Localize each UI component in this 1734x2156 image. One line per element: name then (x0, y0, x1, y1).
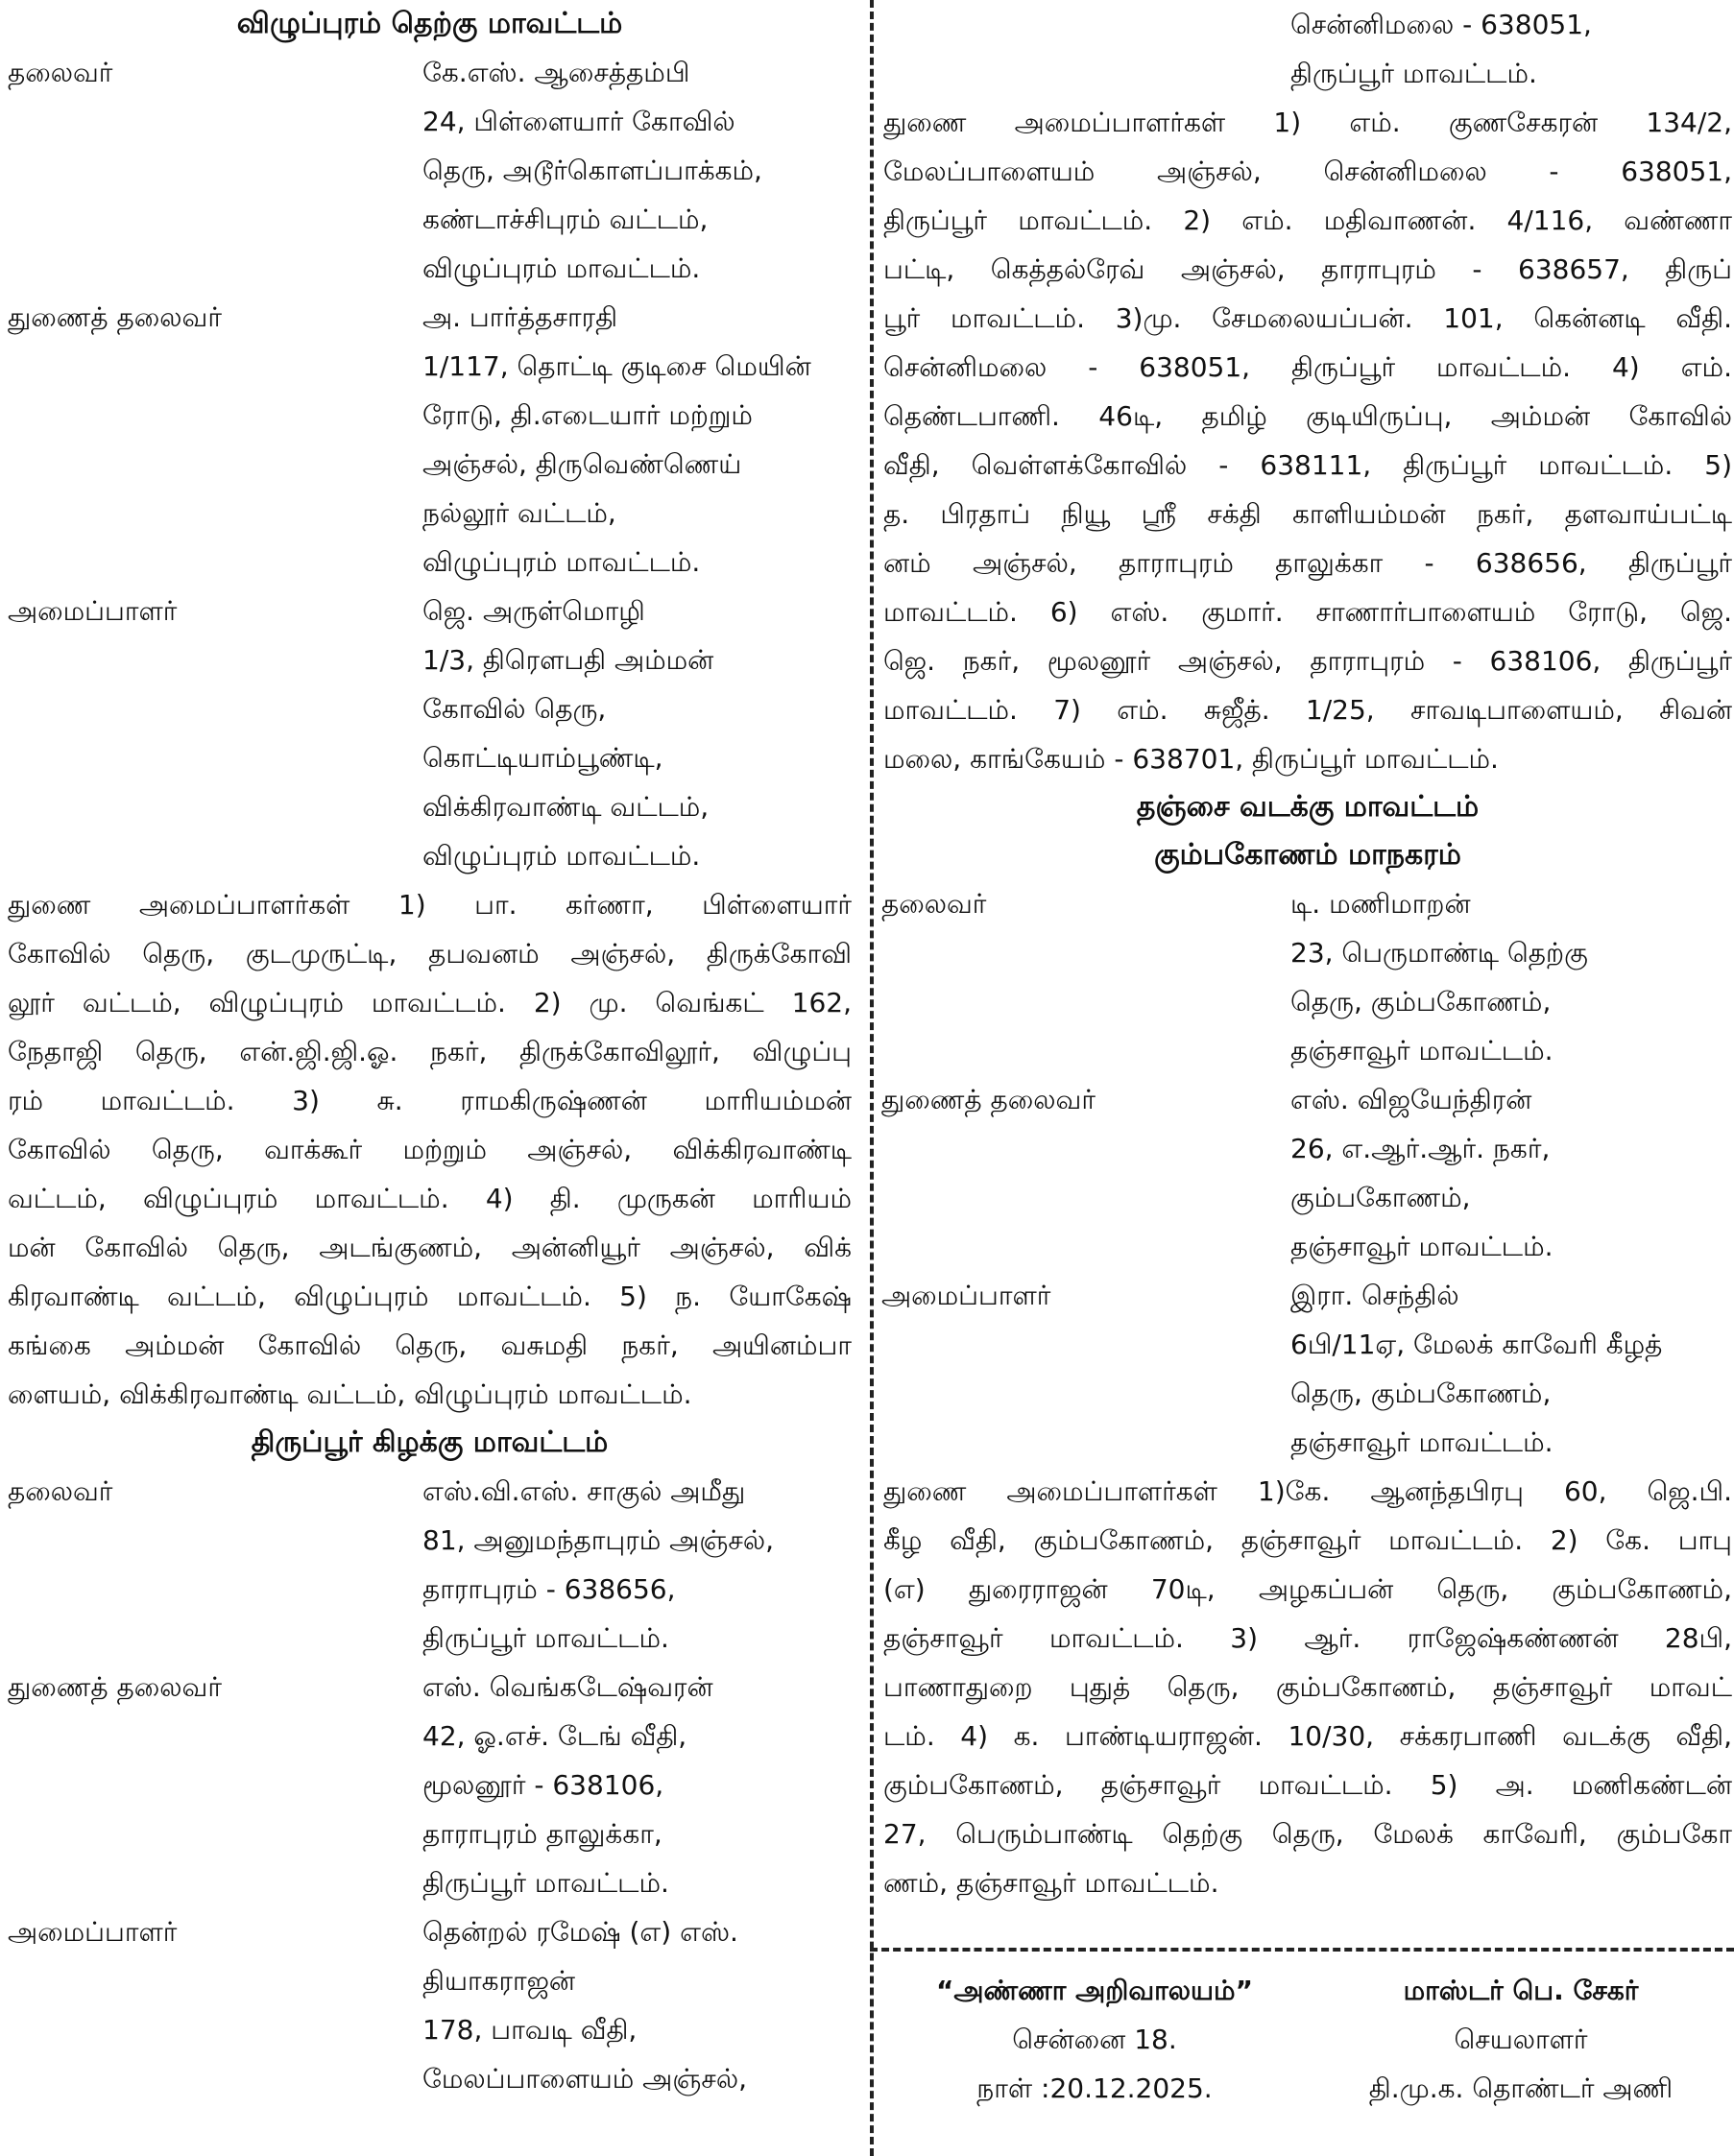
footer-venue: “அண்ணா அறிவாலயம்” (936, 1975, 1253, 2006)
section-heading-thanjai-north: தஞ்சை வடக்கு மாவட்டம் (1136, 790, 1480, 824)
officer-role-label: அமைப்பாளர் (8, 1916, 178, 1948)
paragraph-line: கங்கை அம்மன் கோவில் தெரு, வசுமதி நகர், அயினம்பா (8, 1330, 852, 1361)
address-line: திருப்பூர் மாவட்டம். (422, 1622, 669, 1654)
officer-entry (0, 1663, 859, 1907)
address-line: 24, பிள்ளையார் கோவில் (422, 106, 735, 137)
address-line: எஸ். வெங்கடேஷ்வரன் (422, 1671, 713, 1703)
address-line: எஸ்.வி.எஸ். சாகுல் அமீது (422, 1475, 746, 1507)
officer-name-address (422, 48, 762, 293)
address-line: எஸ். விஜயேந்திரன் (1290, 1084, 1532, 1115)
paragraph-line: கிரவாண்டி வட்டம், விழுப்புரம் மாவட்டம். 5) ந. யோகேஷ் (8, 1281, 852, 1312)
footer-signatory-org: தி.மு.க. தொண்டர் அணி (1368, 2072, 1674, 2104)
address-line: அ. பார்த்தசாரதி (422, 301, 618, 333)
section-subheading-kumbakonam: கும்பகோணம் மாநகரம் (1154, 838, 1461, 872)
address-line: 42, ஓ.எச். டேங் வீதி, (422, 1720, 687, 1752)
paragraph-line: வட்டம், விழுப்புரம் மாவட்டம். 4) தி. முருகன் மாரியம் (8, 1183, 852, 1214)
paragraph-line: திருப்பூர் மாவட்டம். 2) எம். மதிவாணன். 4/116, வண்ணா (883, 204, 1732, 236)
address-line: டி. மணிமாறன் (1290, 888, 1471, 920)
paragraph-line: டம். 4) க. பாண்டியராஜன். 10/30, சக்கரபாணி வடக்கு வீதி, (883, 1720, 1732, 1752)
address-line: தாராபுரம் தாலுக்கா, (422, 1818, 662, 1850)
officer-entry (881, 1075, 1734, 1271)
officer-entry (0, 587, 859, 880)
officer-role-label: தலைவர் (8, 57, 113, 88)
address-line: தஞ்சாவூர் மாவட்டம். (1290, 1035, 1553, 1066)
officer-name-address (1290, 879, 1588, 1075)
tiruppur-deputy-organisers (881, 98, 1734, 783)
paragraph-line: துணை அமைப்பாளர்கள் 1) எம். குணசேகரன் 134/2, (883, 107, 1732, 138)
paragraph-line: கீழ வீதி, கும்பகோணம், தஞ்சாவூர் மாவட்டம். 2) கே. பாபு (883, 1524, 1732, 1556)
address-line: கோவில் தெரு, (422, 693, 607, 725)
footer-signatory-name: மாஸ்டர் பெ. சேகர் (1403, 1975, 1639, 2006)
address-line: 178, பாவடி வீதி, (422, 2014, 638, 2046)
address-line: விழுப்புரம் மாவட்டம். (422, 546, 701, 578)
footer-date: நாள் :20.12.2025. (976, 2072, 1213, 2104)
officer-name-address (422, 1467, 774, 1663)
officer-name-address (422, 587, 713, 880)
paragraph-line: ரம் மாவட்டம். 3) சு. ராமகிருஷ்ணன் மாரியம்மன் (8, 1085, 852, 1116)
address-line: தெரு, கும்பகோணம், (1290, 986, 1552, 1018)
address-line: திருப்பூர் மாவட்டம். (422, 1867, 669, 1899)
paragraph-line: துணை அமைப்பாளர்கள் 1)கே. ஆனந்தபிரபு 60, ஜெ.பி. (883, 1475, 1732, 1507)
paragraph-line: மன் கோவில் தெரு, அடங்குணம், அன்னியூர் அஞ்சல், விக் (8, 1232, 852, 1263)
footer-city: சென்னை 18. (1012, 2024, 1177, 2055)
address-line: 81, அனுமந்தாபுரம் அஞ்சல், (422, 1524, 774, 1556)
paragraph-line: த. பிரதாப் நியூ ஸ்ரீ சக்தி காளியம்மன் நகர், தளவாய்பட்டி (883, 498, 1732, 530)
left-column (0, 0, 859, 2103)
address-line: 1/117, தொட்டி குடிசை மெயின் (422, 350, 811, 382)
paragraph-line: னம் அஞ்சல், தாராபுரம் தாலுக்கா - 638656, திருப்பூர் (883, 547, 1732, 579)
address-line: தென்றல் ரமேஷ் (எ) எஸ். (422, 1916, 738, 1948)
address-line: விழுப்புரம் மாவட்டம். (422, 840, 701, 872)
address-line: 23, பெருமாண்டி தெற்கு (1290, 937, 1588, 969)
address-line: தஞ்சாவூர் மாவட்டம். (1290, 1426, 1553, 1458)
paragraph-line: கும்பகோணம், தஞ்சாவூர் மாவட்டம். 5) அ. மணிகண்டன் (883, 1769, 1732, 1801)
footer-place-date (881, 1966, 1308, 2113)
officer-role-label: துணைத் தலைவர் (8, 301, 222, 333)
paragraph-line: (எ) துரைராஜன் 70டி, அழகப்பன் தெரு, கும்பகோணம், (883, 1573, 1732, 1605)
paragraph-line: சென்னிமலை - 638051, திருப்பூர் மாவட்டம். 4) எம். (883, 351, 1732, 383)
paragraph-line: லூர் வட்டம், விழுப்புரம் மாவட்டம். 2) மு. வெங்கட் 162, (8, 987, 852, 1018)
villupuram-deputy-organisers (0, 880, 859, 1419)
officer-entry (881, 1271, 1734, 1467)
address-line: தாராபுரம் - 638656, (422, 1573, 676, 1605)
kumbakonam-deputy-organisers (881, 1467, 1734, 1907)
paragraph-line: கோவில் தெரு, குடமுருட்டி, தபவனம் அஞ்சல், திருக்கோவி (8, 938, 852, 970)
paragraph-line: பூர் மாவட்டம். 3)மு. சேமலையப்பன். 101, கென்னடி வீதி. (883, 302, 1732, 334)
officer-entry (0, 1467, 859, 1663)
address-line: விக்கிரவாண்டி வட்டம், (422, 791, 710, 823)
officer-name-address (1290, 1271, 1662, 1467)
address-line: மூலனூர் - 638106, (422, 1769, 664, 1801)
paragraph-line: மாவட்டம். 7) எம். சுஜீத். 1/25, சாவடிபாளையம், சிவன் (883, 694, 1732, 726)
address-line: ரோடு, தி.எடையார் மற்றும் (422, 399, 753, 431)
paragraph-line: வீதி, வெள்ளக்கோவில் - 638111, திருப்பூர் மாவட்டம். 5) (883, 449, 1732, 481)
paragraph-line: துணை அமைப்பாளர்கள் 1) பா. கர்ணா, பிள்ளையார் (8, 889, 852, 921)
address-line: மேலப்பாளையம் அஞ்சல், (422, 2063, 747, 2095)
officer-entry (0, 48, 859, 293)
officer-name-address (422, 1907, 747, 2103)
address-line: நல்லூர் வட்டம், (422, 497, 616, 529)
address-line: 6பி/11ஏ, மேலக் காவேரி கீழத் (1290, 1329, 1663, 1360)
section-heading-villupuram-south: விழுப்புரம் தெற்கு மாவட்டம் (236, 7, 623, 40)
officer-role-label: துணைத் தலைவர் (881, 1084, 1096, 1115)
paragraph-line: தஞ்சாவூர் மாவட்டம். 3) ஆர். ராஜேஷ்கண்ணன் 28பி, (883, 1622, 1732, 1654)
address-line: ஜெ. அருள்மொழி (422, 595, 645, 627)
paragraph-line: ஜெ. நகர், மூலனூர் அஞ்சல், தாராபுரம் - 638106, திருப்பூர் (883, 645, 1732, 677)
officer-name-address (1290, 1075, 1553, 1271)
paragraph-line: 27, பெரும்பாண்டி தெற்கு தெரு, மேலக் காவேரி, கும்பகோ (883, 1818, 1732, 1850)
address-line: தெரு, அடூர்கொளப்பாக்கம், (422, 155, 762, 186)
paragraph-line: ணம், தஞ்சாவூர் மாவட்டம். (883, 1867, 1219, 1899)
paragraph-line: தெண்டபாணி. 46டி, தமிழ் குடியிருப்பு, அம்மன் கோவில் (883, 400, 1732, 432)
section-heading-tiruppur-east: திருப்பூர் கிழக்கு மாவட்டம் (251, 1425, 609, 1459)
paragraph-line: மேலப்பாளையம் அஞ்சல், சென்னிமலை - 638051, (883, 156, 1732, 187)
paragraph-line: மலை, காங்கேயம் - 638701, திருப்பூர் மாவட்டம். (883, 743, 1499, 775)
paragraph-line: நேதாஜி தெரு, என்.ஜி.ஜி.ஓ. நகர், திருக்கோவிலூர், விழுப்பு (8, 1036, 852, 1067)
officer-role-label: தலைவர் (881, 888, 987, 920)
officer-entry (0, 1907, 859, 2103)
officer-role-label: அமைப்பாளர் (8, 595, 178, 627)
officer-role-label: துணைத் தலைவர் (8, 1671, 222, 1703)
address-line: சென்னிமலை - 638051, (1290, 9, 1592, 40)
footer-signatory (1308, 1966, 1734, 2113)
villupuram-officers (0, 48, 859, 880)
kumbakonam-officers (881, 879, 1734, 1467)
address-line: 1/3, திரௌபதி அம்மன் (422, 644, 714, 676)
officer-entry (0, 293, 859, 587)
vertical-column-divider (870, 0, 874, 2156)
address-line: விழுப்புரம் மாவட்டம். (422, 252, 701, 284)
paragraph-line: கோவில் தெரு, வாக்கூர் மற்றும் அஞ்சல், விக்கிரவாண்டி (8, 1134, 852, 1165)
paragraph-line: பாணாதுறை புதுத் தெரு, கும்பகோணம், தஞ்சாவூர் மாவட் (883, 1671, 1732, 1703)
address-line: அஞ்சல், திருவெண்ணெய் (422, 448, 742, 480)
address-line: கொட்டியாம்பூண்டி, (422, 742, 663, 774)
officer-role-label: தலைவர் (8, 1475, 113, 1507)
address-line: கண்டாச்சிபுரம் வட்டம், (422, 204, 709, 235)
address-line: தெரு, கும்பகோணம், (1290, 1377, 1552, 1409)
officer-entry (881, 879, 1734, 1075)
horizontal-footer-divider (870, 1948, 1734, 1952)
address-line: தஞ்சாவூர் மாவட்டம். (1290, 1231, 1553, 1262)
address-line: இரா. செந்தில் (1290, 1280, 1459, 1311)
tiruppur-officers (0, 1467, 859, 2103)
continued-address (881, 0, 1734, 98)
paragraph-line: ளையம், விக்கிரவாண்டி வட்டம், விழுப்புரம் மாவட்டம். (8, 1378, 692, 1410)
address-line: கே.எஸ். ஆசைத்தம்பி (422, 57, 690, 88)
address-line: திருப்பூர் மாவட்டம். (1290, 58, 1537, 89)
address-line: 26, எ.ஆர்.ஆர். நகர், (1290, 1133, 1551, 1164)
address-line: கும்பகோணம், (1290, 1182, 1471, 1213)
officer-name-address (422, 293, 811, 587)
paragraph-line: மாவட்டம். 6) எஸ். குமார். சாணார்பாளையம் ரோடு, ஜெ. (883, 596, 1732, 628)
address-line: தியாகராஜன் (422, 1965, 576, 1997)
right-column (881, 0, 1734, 1907)
officer-role-label: அமைப்பாளர் (881, 1280, 1051, 1311)
paragraph-line: பட்டி, கெத்தல்ரேவ் அஞ்சல், தாராபுரம் - 638657, திருப் (883, 253, 1732, 285)
officer-name-address (422, 1663, 713, 1907)
footer-signatory-title: செயலாளர் (1454, 2024, 1588, 2055)
